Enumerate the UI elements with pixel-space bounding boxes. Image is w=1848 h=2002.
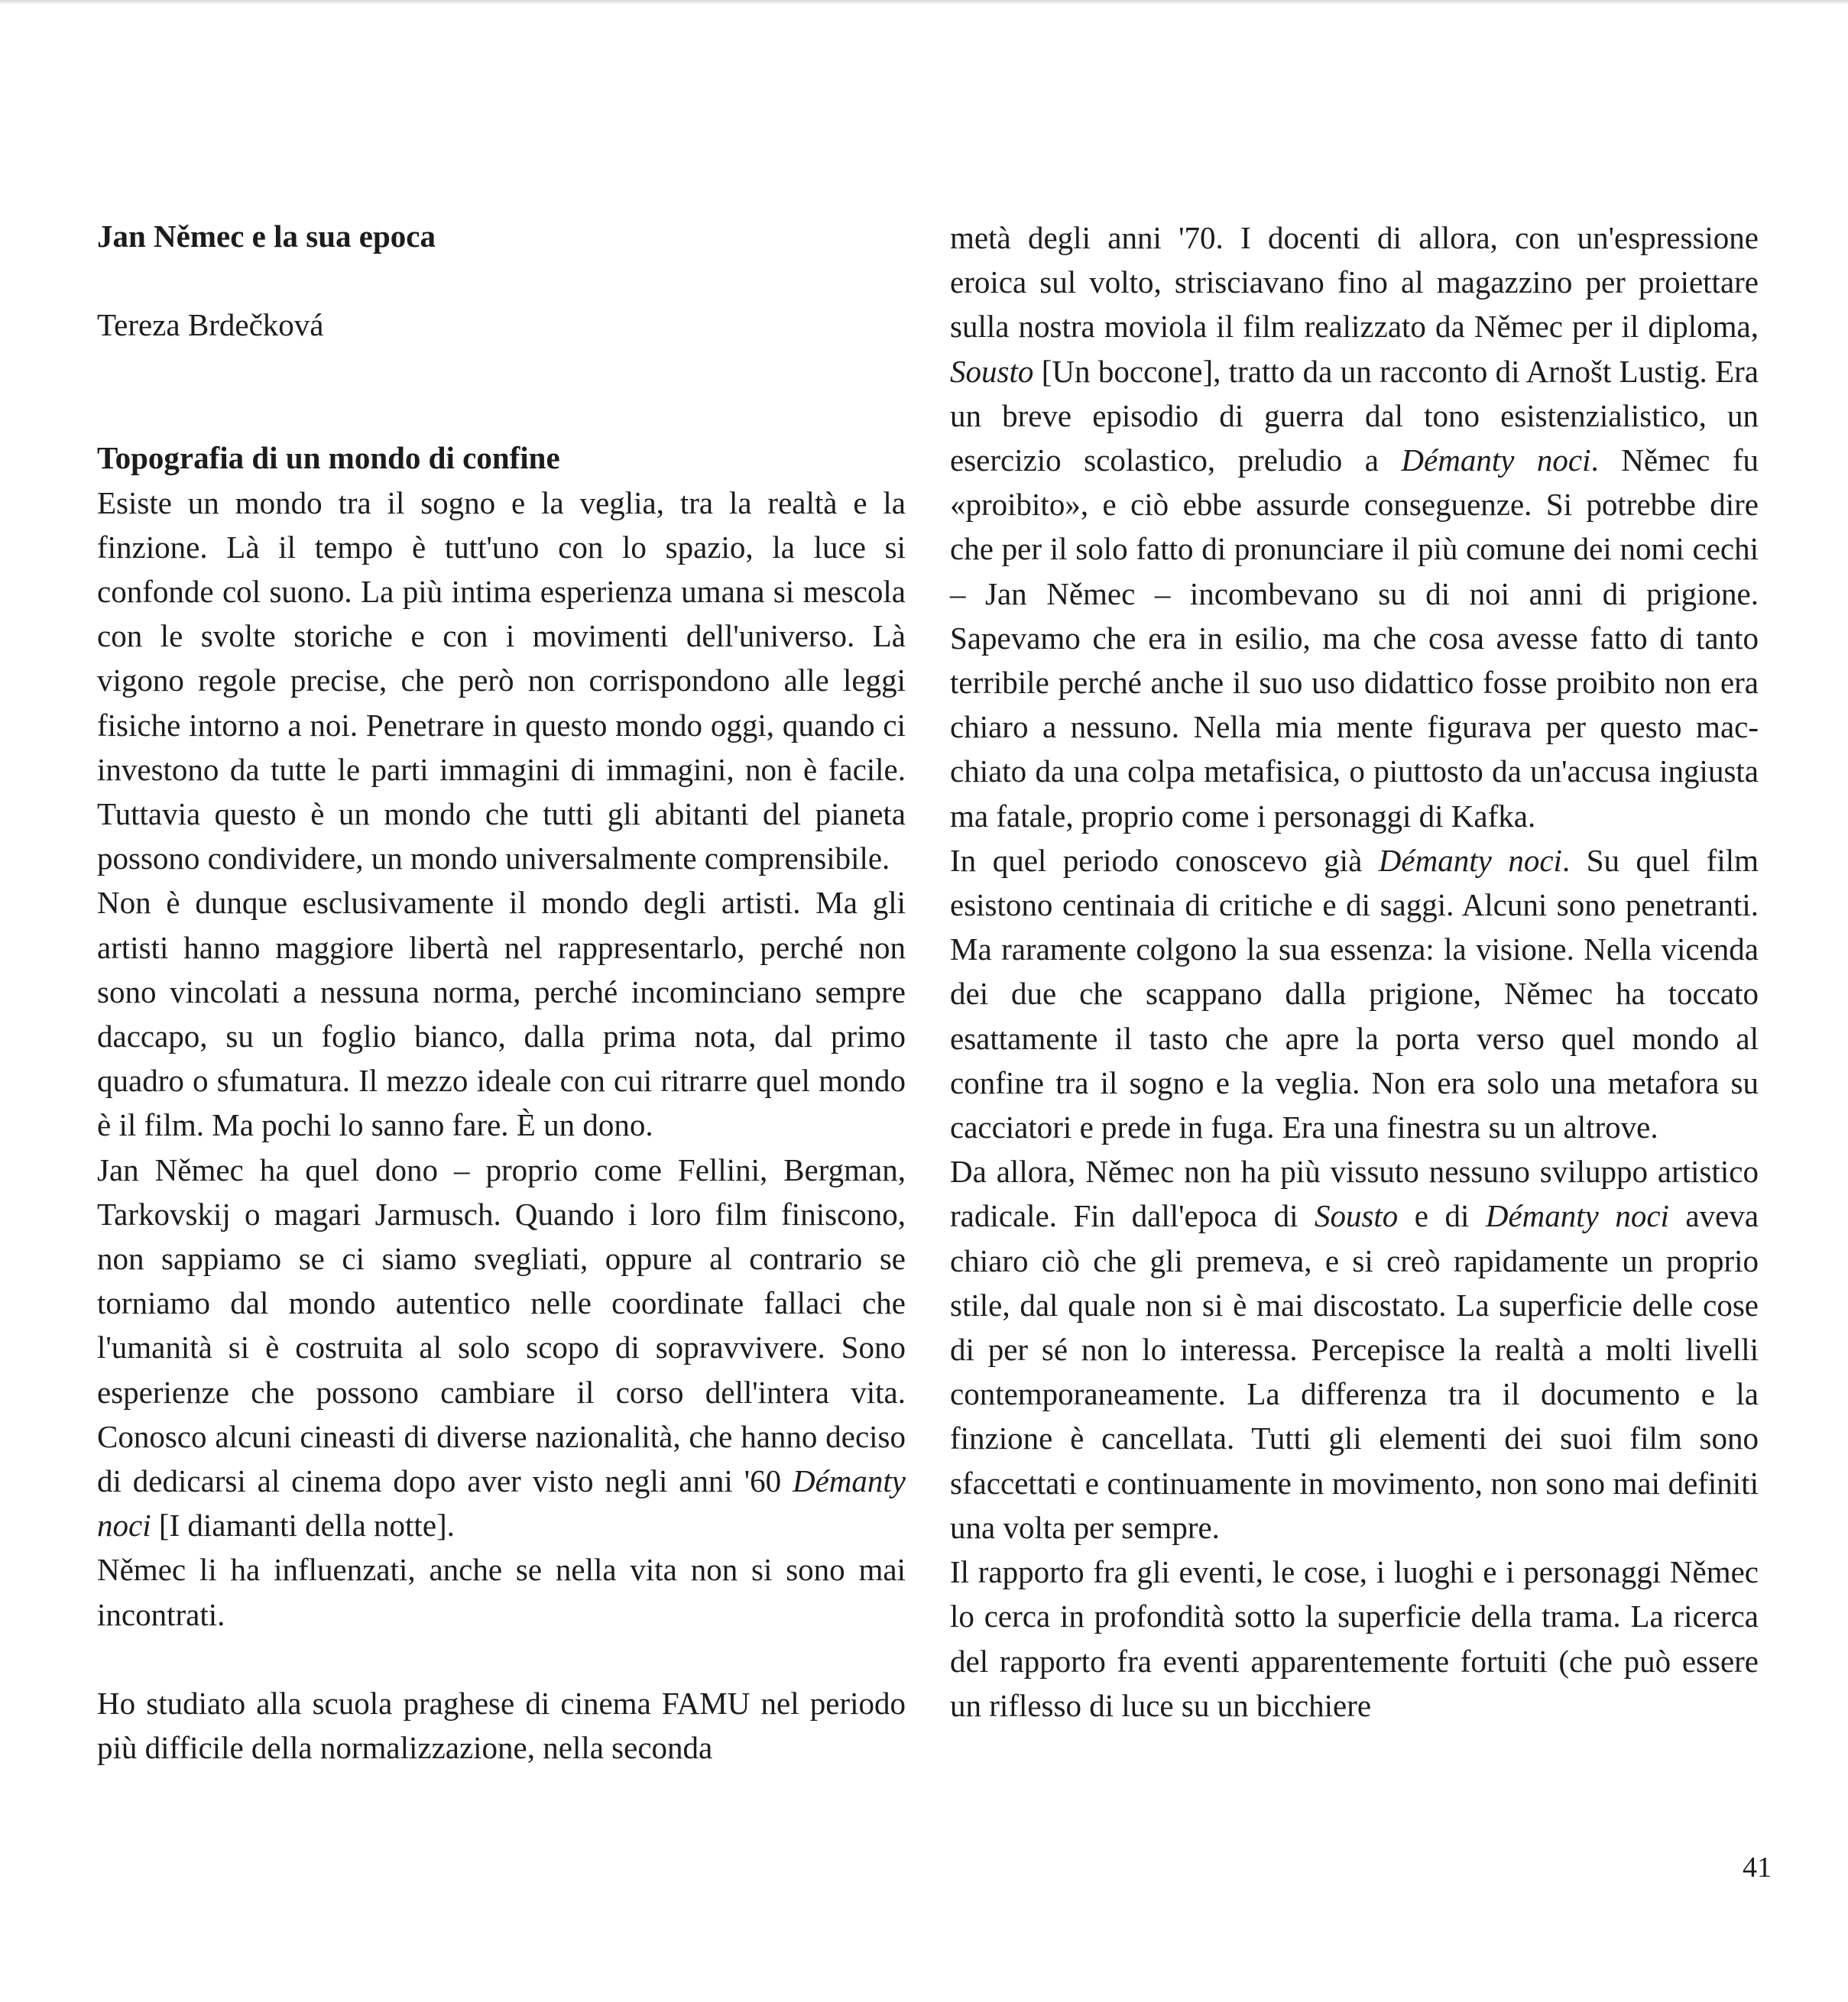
paragraph — [97, 1148, 906, 1548]
film-title: Sousto — [950, 353, 1034, 389]
page-number: 41 — [1743, 1851, 1772, 1884]
section-heading: Topografia di un mondo di confine — [97, 440, 560, 476]
paragraph — [950, 838, 1759, 1149]
film-title: Démanty noci — [1378, 842, 1562, 878]
paragraph-text: Jan Němec ha quel dono – proprio come Fellini, Bergman, Tarkovskij o magari Jarmusch. Quando i loro film finiscono, non sappiamo se ci siamo svegliati, oppure al contrario se torniamo dal mondo autentico nelle coordinate fallaci che l'umanità si è costruita al solo scopo di sopravvivere. Sono esperienze che possono cambiare il corso dell'intera vita. Conosco alcuni cineasti di diverse nazionalità, che hanno deciso di dedicarsi al cinema dopo aver visto negli anni '60 — [97, 1152, 906, 1499]
spacer — [97, 258, 906, 303]
right-column — [950, 215, 1759, 1728]
paragraph: Esiste un mondo tra il sogno e la veglia, tra la realtà e la finzione. Là il tempo è tutt'uno con lo spazio, la luce si confonde col suono. La più intima esperienza umana si mescola con le svolte storiche e con i movimenti dell'universo. Là vigono regole precise, che però non corrispondono alle leggi fisiche intorno a noi. Penetrare in questo mondo oggi, quando ci investono da tutte le parti immagini di immagini, non è facile. Tuttavia questo è un mondo che tutti gli abitanti del pianeta possono condividere, un mondo universalmente comprensibile. — [97, 484, 906, 876]
film-title: Démanty noci — [1401, 442, 1591, 478]
scan-top-edge — [0, 0, 1848, 5]
article-title: Jan Němec e la sua epoca — [97, 219, 436, 254]
paragraph: Non è dunque esclusivamente il mondo degli artisti. Ma gli artisti hanno maggiore libertà nel rappresentarlo, perché non sono vincolati a nessuna norma, perché incominciano sempre daccapo, su un foglio bianco, dalla prima nota, dal primo quadro o sfumatura. Il mezzo ideale con cui ritrarre quel mondo è il film. Ma pochi lo sanno fare. È un dono. — [97, 885, 906, 1143]
paragraph-text: Da allora, Němec non ha più vissuto nessuno sviluppo artistico radicale. Fin dall'epoca di — [950, 1154, 1759, 1234]
paragraph: Il rapporto fra gli eventi, le cose, i luoghi e i personaggi Němec lo cerca in profondità sotto la superficie della trama. La ricerca del rapporto fra eventi apparentemente fortuiti (che può essere un riflesso di luce su un bicchiere — [950, 1554, 1759, 1723]
paragraph-text: . Su quel film esistono centinaia di critiche e di saggi. Alcuni sono penetranti. Ma raramente colgono la sua essenza: la visione. Nella vicenda dei due che scappano dalla prigione, Němec ha toccato esattamente il tasto che apre la porta verso quel mondo al confine tra il sogno e la veglia. Non era solo una metafora su cacciatori e prede in fuga. Era una finestra su un altrove. — [950, 842, 1759, 1145]
film-title: Sousto — [1314, 1198, 1399, 1234]
left-column — [97, 214, 906, 1770]
paragraph-text: [Un boccone], tratto da un racconto di Arnošt Lustig. Era un breve episodio di guerra dal tono esistenzialistico, un esercizio scolastico, preludio a — [950, 353, 1759, 478]
paragraph: Němec li ha influenzati, anche se nella vita non si sono mai incontrati. — [97, 1552, 906, 1632]
spacer — [97, 1637, 906, 1681]
film-title: Démanty noci — [1485, 1198, 1669, 1234]
paragraph-text: In quel periodo conoscevo già — [950, 842, 1379, 878]
paragraph-text: [I diamanti della notte]. — [151, 1508, 455, 1544]
paragraph-text: aveva chiaro ciò che gli premeva, e si creò rapidamente un proprio stile, dal quale non si è mai discostato. La superficie delle cose di per sé non lo interessa. Percepisce la realtà a molti livelli contemporaneamente. La differenza tra il documento e la finzione è cancellata. Tutti gli elementi dei suoi film sono sfaccettati e continuamente in movimento, non sono mai definiti una volta per sempre. — [950, 1198, 1759, 1545]
paragraph-text: metà degli anni '70. I docenti di allora, con un'espressione eroica sul volto, strisciavano fino al magazzino per proiettare sulla nostra moviola il film realizzato da Němec per il diploma, — [950, 220, 1759, 345]
paragraph-text: . Němec fu «proibito», e ciò ebbe assurde conseguenze. Si potrebbe dire che per il solo fatto di pronunciare il più comune dei nomi cechi – Jan Němec – incombevano su di noi anni di prigione. Sapevamo che era in esilio, ma che cosa avesse fatto di tanto terribile perché anche il suo uso didattico fosse proibito non era chiaro a nessuno. Nella mia mente figurava per questo macchiato da una colpa metafisica, o piuttosto da un'accusa ingiusta ma fatale, proprio come i personaggi di Kafka. — [950, 442, 1759, 834]
article-author: Tereza Brdečková — [97, 307, 324, 343]
spacer — [97, 347, 906, 436]
paragraph — [950, 1149, 1759, 1550]
paragraph — [950, 215, 1759, 838]
paragraph-text: e di — [1398, 1198, 1486, 1234]
paragraph: Ho studiato alla scuola praghese di cinema FAMU nel periodo più difficile della normalizzazione, nella seconda — [97, 1685, 906, 1766]
film-title: Démanty noci — [97, 1463, 906, 1544]
